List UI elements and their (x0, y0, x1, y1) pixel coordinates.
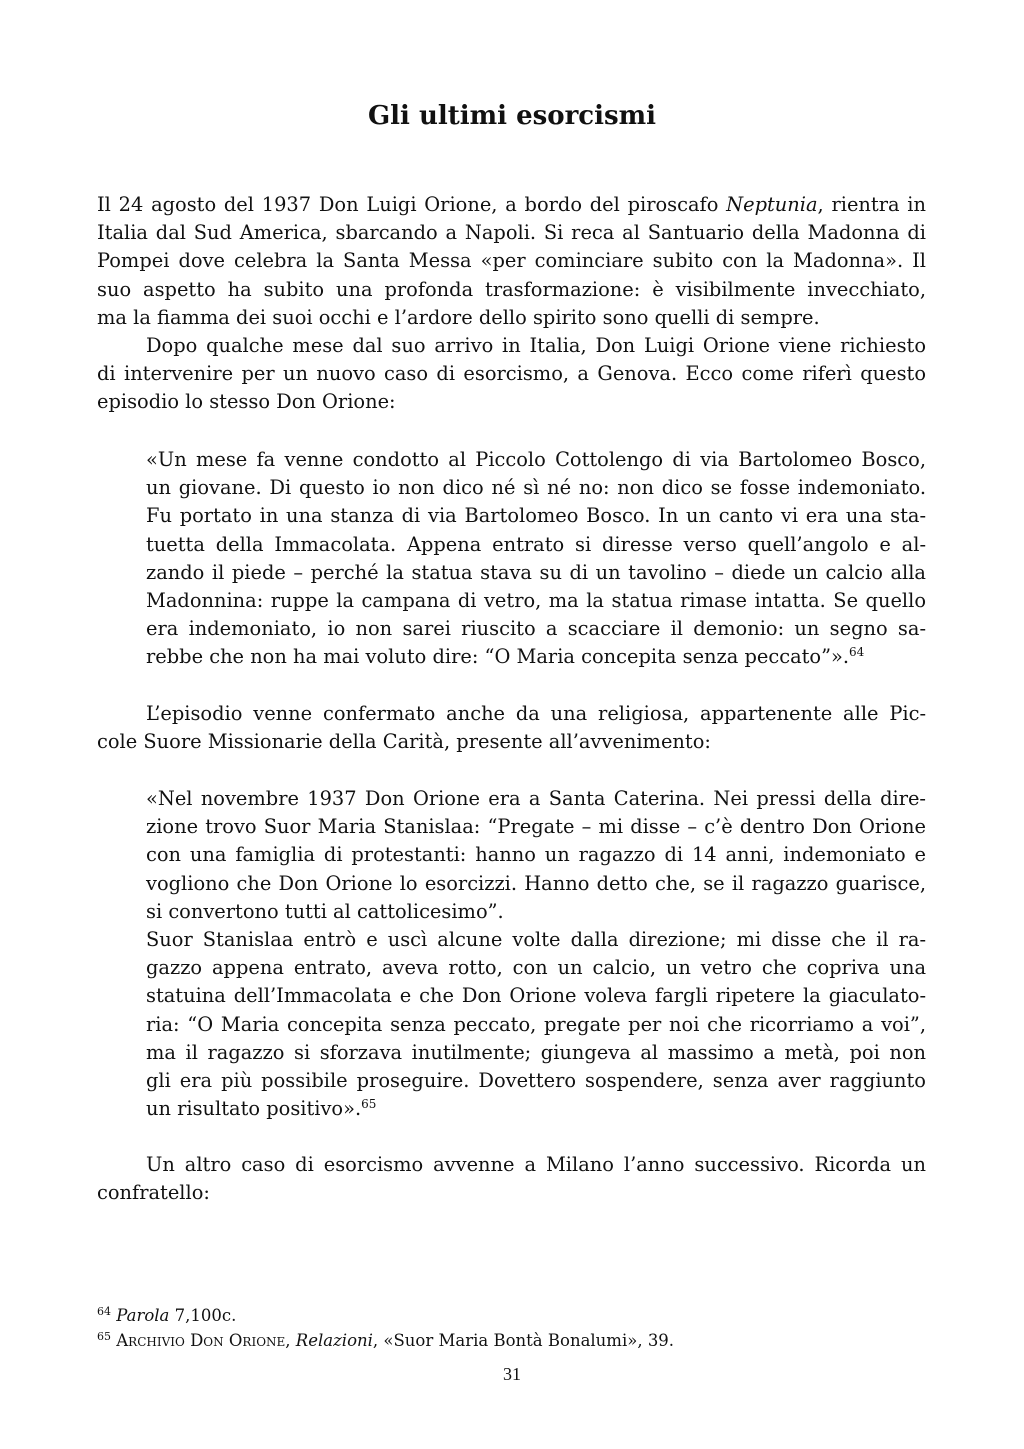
block-quote-1 (146, 446, 926, 672)
quote-2-line-12 (146, 1095, 926, 1123)
text-segment: , rientra in (817, 193, 926, 216)
quote-2-line-4: vogliono che Don Orione lo esorcizzi. Hanno detto che, se il ragazzo guarisce, (146, 871, 926, 895)
page-number: 31 (503, 1364, 521, 1384)
footnotes (97, 1303, 926, 1353)
quote-1-line-5: zando il piede – perché la statua stava su di un tavolino – diede un calcio alla (146, 560, 926, 584)
paragraph-2 (97, 332, 926, 417)
chapter-title: Gli ultimi esorcismi (367, 101, 657, 131)
footnote-ref-64[interactable]: 64 (849, 645, 865, 660)
text-segment: un risultato positivo». (146, 1097, 362, 1121)
footnote-text: , «Suor Maria Bontà Bonalumi», 39. (372, 1331, 675, 1350)
quote-1-line-1: «Un mese fa venne condotto al Piccolo Cottolengo di via Bartolomeo Bosco, (146, 448, 926, 471)
quote-2-line-9: ria: “O Maria concepita senza peccato, pregate per noi che ricorriamo a voi”, (146, 1012, 926, 1036)
paragraph-1-line-5: ma la fiamma dei suoi occhi e l’ardore dello spirito sono quelli di sempre. (97, 305, 820, 329)
footnote-65 (97, 1328, 926, 1353)
paragraph-1 (97, 191, 926, 332)
quote-2-line-3: con una famiglia di protestanti: hanno un ragazzo di 14 anni, indemoniato e (146, 843, 926, 867)
paragraph-1-line-2: Italia dal Sud America, sbarcando a Napoli. Si reca al Santuario della Madonna di (97, 221, 926, 245)
footnote-number: 65 (97, 1330, 111, 1343)
paragraph-3-line-1: L’episodio venne confermato anche da una religiosa, appartenente alle Pic- (146, 702, 926, 725)
paragraph-2-line-3: episodio lo stesso Don Orione: (97, 390, 396, 414)
quote-1-line-8 (146, 643, 926, 671)
paragraph-1-line-3: Pompei dove celebra la Santa Messa «per cominciare subito con la Madonna». Il (97, 249, 926, 273)
quote-2-line-5: si convertono tutti al cattolicesimo”. (146, 899, 504, 923)
paragraph-2-line-2: di intervenire per un nuovo caso di esorcismo, a Genova. Ecco come riferì questo (97, 362, 926, 386)
paragraph-3 (97, 700, 926, 756)
footnote-title: Parola (116, 1306, 170, 1325)
paragraph-3-line-2: cole Suore Missionarie della Carità, presente all’avvenimento: (97, 730, 711, 754)
paragraph-2-line-1: Dopo qualche mese dal suo arrivo in Italia, Don Luigi Orione viene richiesto (146, 334, 926, 357)
footnote-separator: , (285, 1331, 296, 1350)
paragraph-4-line-1: Un altro caso di esorcismo avvenne a Milano l’anno successivo. Ricorda un (146, 1153, 926, 1176)
quote-2-line-11: gli era più possibile proseguire. Dovettero sospendere, senza aver raggiunto (146, 1069, 926, 1093)
footnote-source: Archivio Don Orione (116, 1331, 286, 1350)
quote-1-line-7: era indemoniato, io non sarei riuscito a scacciare il demonio: un segno sa- (146, 617, 926, 641)
footnote-text: 7,100c. (169, 1306, 237, 1325)
paragraph-1-line-1 (97, 191, 926, 219)
quote-2-line-1: «Nel novembre 1937 Don Orione era a Santa Caterina. Nei pressi della dire- (146, 787, 926, 810)
quote-2-line-8: statuina dell’Immacolata e che Don Orione voleva fargli ripetere la giaculato- (146, 984, 926, 1008)
footnote-title: Relazioni (295, 1331, 373, 1350)
footnote-ref-65[interactable]: 65 (361, 1097, 377, 1112)
block-quote-2 (146, 785, 926, 1123)
text-segment: Il 24 agosto del 1937 Don Luigi Orione, a bordo del piroscafo (97, 193, 727, 216)
quote-2-line-6: Suor Stanislaa entrò e uscì alcune volte dalla direzione; mi disse che il ra- (146, 928, 926, 952)
ship-name: Neptunia (726, 193, 818, 216)
quote-1-line-4: tuetta della Immacolata. Appena entrato si diresse verso quell’angolo e al- (146, 532, 926, 556)
paragraph-4 (97, 1151, 926, 1207)
text-segment: rebbe che non ha mai voluto dire: “O Maria concepita senza peccato”». (146, 645, 850, 669)
footnote-64 (97, 1303, 926, 1328)
quote-2-line-7: gazzo appena entrato, aveva rotto, con un calcio, un vetro che copriva una (146, 956, 926, 980)
quote-1-line-2: un giovane. Di questo io non dico né sì né no: non dico se fosse indemoniato. (146, 476, 926, 500)
paragraph-4-line-2: confratello: (97, 1181, 210, 1205)
quote-1-line-6: Madonnina: ruppe la campana di vetro, ma la statua rimase intatta. Se quello (146, 589, 926, 613)
footnote-number: 64 (97, 1305, 111, 1318)
paragraph-1-line-4: suo aspetto ha subito una profonda trasformazione: è visibilmente invecchiato, (97, 277, 926, 301)
quote-1-line-3: Fu portato in una stanza di via Bartolomeo Bosco. In un canto vi era una sta- (146, 504, 926, 528)
quote-2-line-2: zione trovo Suor Maria Stanislaa: “Pregate – mi disse – c’è dentro Don Orione (146, 815, 926, 839)
quote-2-line-10: ma il ragazzo si sforzava inutilmente; giungeva al massimo a metà, poi non (146, 1040, 926, 1064)
